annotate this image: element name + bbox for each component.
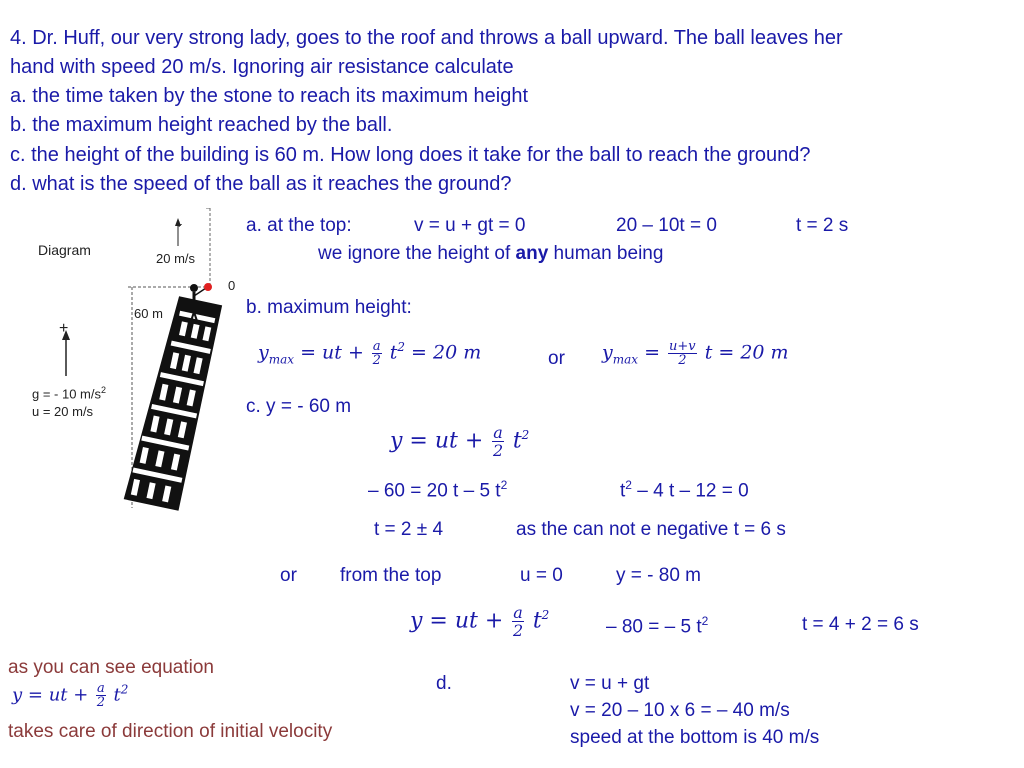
part-c-eq-line2: $t^2 - 4$ t – 12 = 0 [620, 478, 749, 502]
part-c-eq3: – 80 = – 5 $t^2$ [606, 614, 709, 638]
ymax-equation-2: $y_{max}$ = $\frac{u+v}{2}$ t = 20 m [602, 339, 789, 368]
ymax-equation-1: $y_{max}$ = ut + $\frac{a}{2}$ $t^2 = 20$ m [258, 339, 482, 368]
ball-marker [204, 283, 212, 291]
part-c-label: c. y = - 60 m [246, 396, 352, 417]
part-a-note: we ignore the height of any human being [318, 243, 664, 264]
part-c-solution: t = 2 ± 4 [374, 519, 444, 540]
note-line-1: as you can see equation [8, 657, 214, 678]
question-line-4: b. the maximum height reached by the ball. [10, 114, 393, 136]
part-a-label: a. at the top: [246, 215, 352, 236]
speed-label: 20 m/s [156, 251, 196, 266]
part-d-eq1: v = u + gt [570, 673, 650, 694]
part-c-from-top: from the top [340, 565, 442, 586]
part-a-eq3: t = 2 s [796, 215, 849, 236]
part-c-eq-line1: – 60 = 20 t – 5 $t^2$ [368, 478, 508, 502]
part-a-eq1: v = u + gt = 0 [414, 215, 526, 236]
g-label: g = - 10 $m/s^2$ [32, 385, 107, 402]
part-c-main-equation: y = ut + $\frac{a}{2}$ $t^2$ [390, 423, 530, 460]
diagram [28, 208, 238, 513]
part-c-y80: y = - 80 m [616, 565, 701, 586]
note-line-3: takes care of direction of initial velocity [8, 721, 333, 742]
question-line-3: a. the time taken by the stone to reach its maximum height [10, 85, 529, 107]
diagram-plus-top: + [176, 219, 183, 231]
part-c-equation-2: y = ut + $\frac{a}{2}$ $t^2$ [410, 603, 550, 640]
question-line-6: d. what is the speed of the ball as it reaches the ground? [10, 173, 512, 195]
zero-label: 0 [228, 278, 236, 293]
part-d-label: d. [436, 673, 452, 694]
u-label: u = 20 m/s [32, 404, 94, 419]
diagram-plus-left: + [59, 320, 69, 337]
part-a-eq2: 20 – 10t = 0 [616, 215, 717, 236]
question-line-5: c. the height of the building is 60 m. How long does it take for the ball to reach the ground? [10, 144, 811, 166]
part-c-u0: u = 0 [520, 565, 563, 586]
height-label: 60 m [134, 306, 163, 321]
note-equation: y = ut + $\frac{a}{2}$ $t^2$ [12, 681, 129, 710]
part-c-eq3-result: t = 4 + 2 = 6 s [802, 614, 919, 635]
part-b-label: b. maximum height: [246, 297, 412, 318]
question-line-2: hand with speed 20 m/s. Ignoring air resistance calculate [10, 56, 514, 78]
question-line-1: 4. Dr. Huff, our very strong lady, goes to the roof and throws a ball upward. The ball leaves her [10, 27, 843, 49]
part-d-eq3: speed at the bottom is 40 m/s [570, 727, 820, 748]
part-c-solution-note: as the can not e negative t = 6 s [516, 519, 786, 540]
part-c-or: or [280, 565, 297, 586]
diagram-title: Diagram [38, 242, 91, 258]
part-d-eq2: v = 20 – 10 x 6 = – 40 m/s [570, 700, 790, 721]
part-b-or: or [548, 348, 565, 369]
